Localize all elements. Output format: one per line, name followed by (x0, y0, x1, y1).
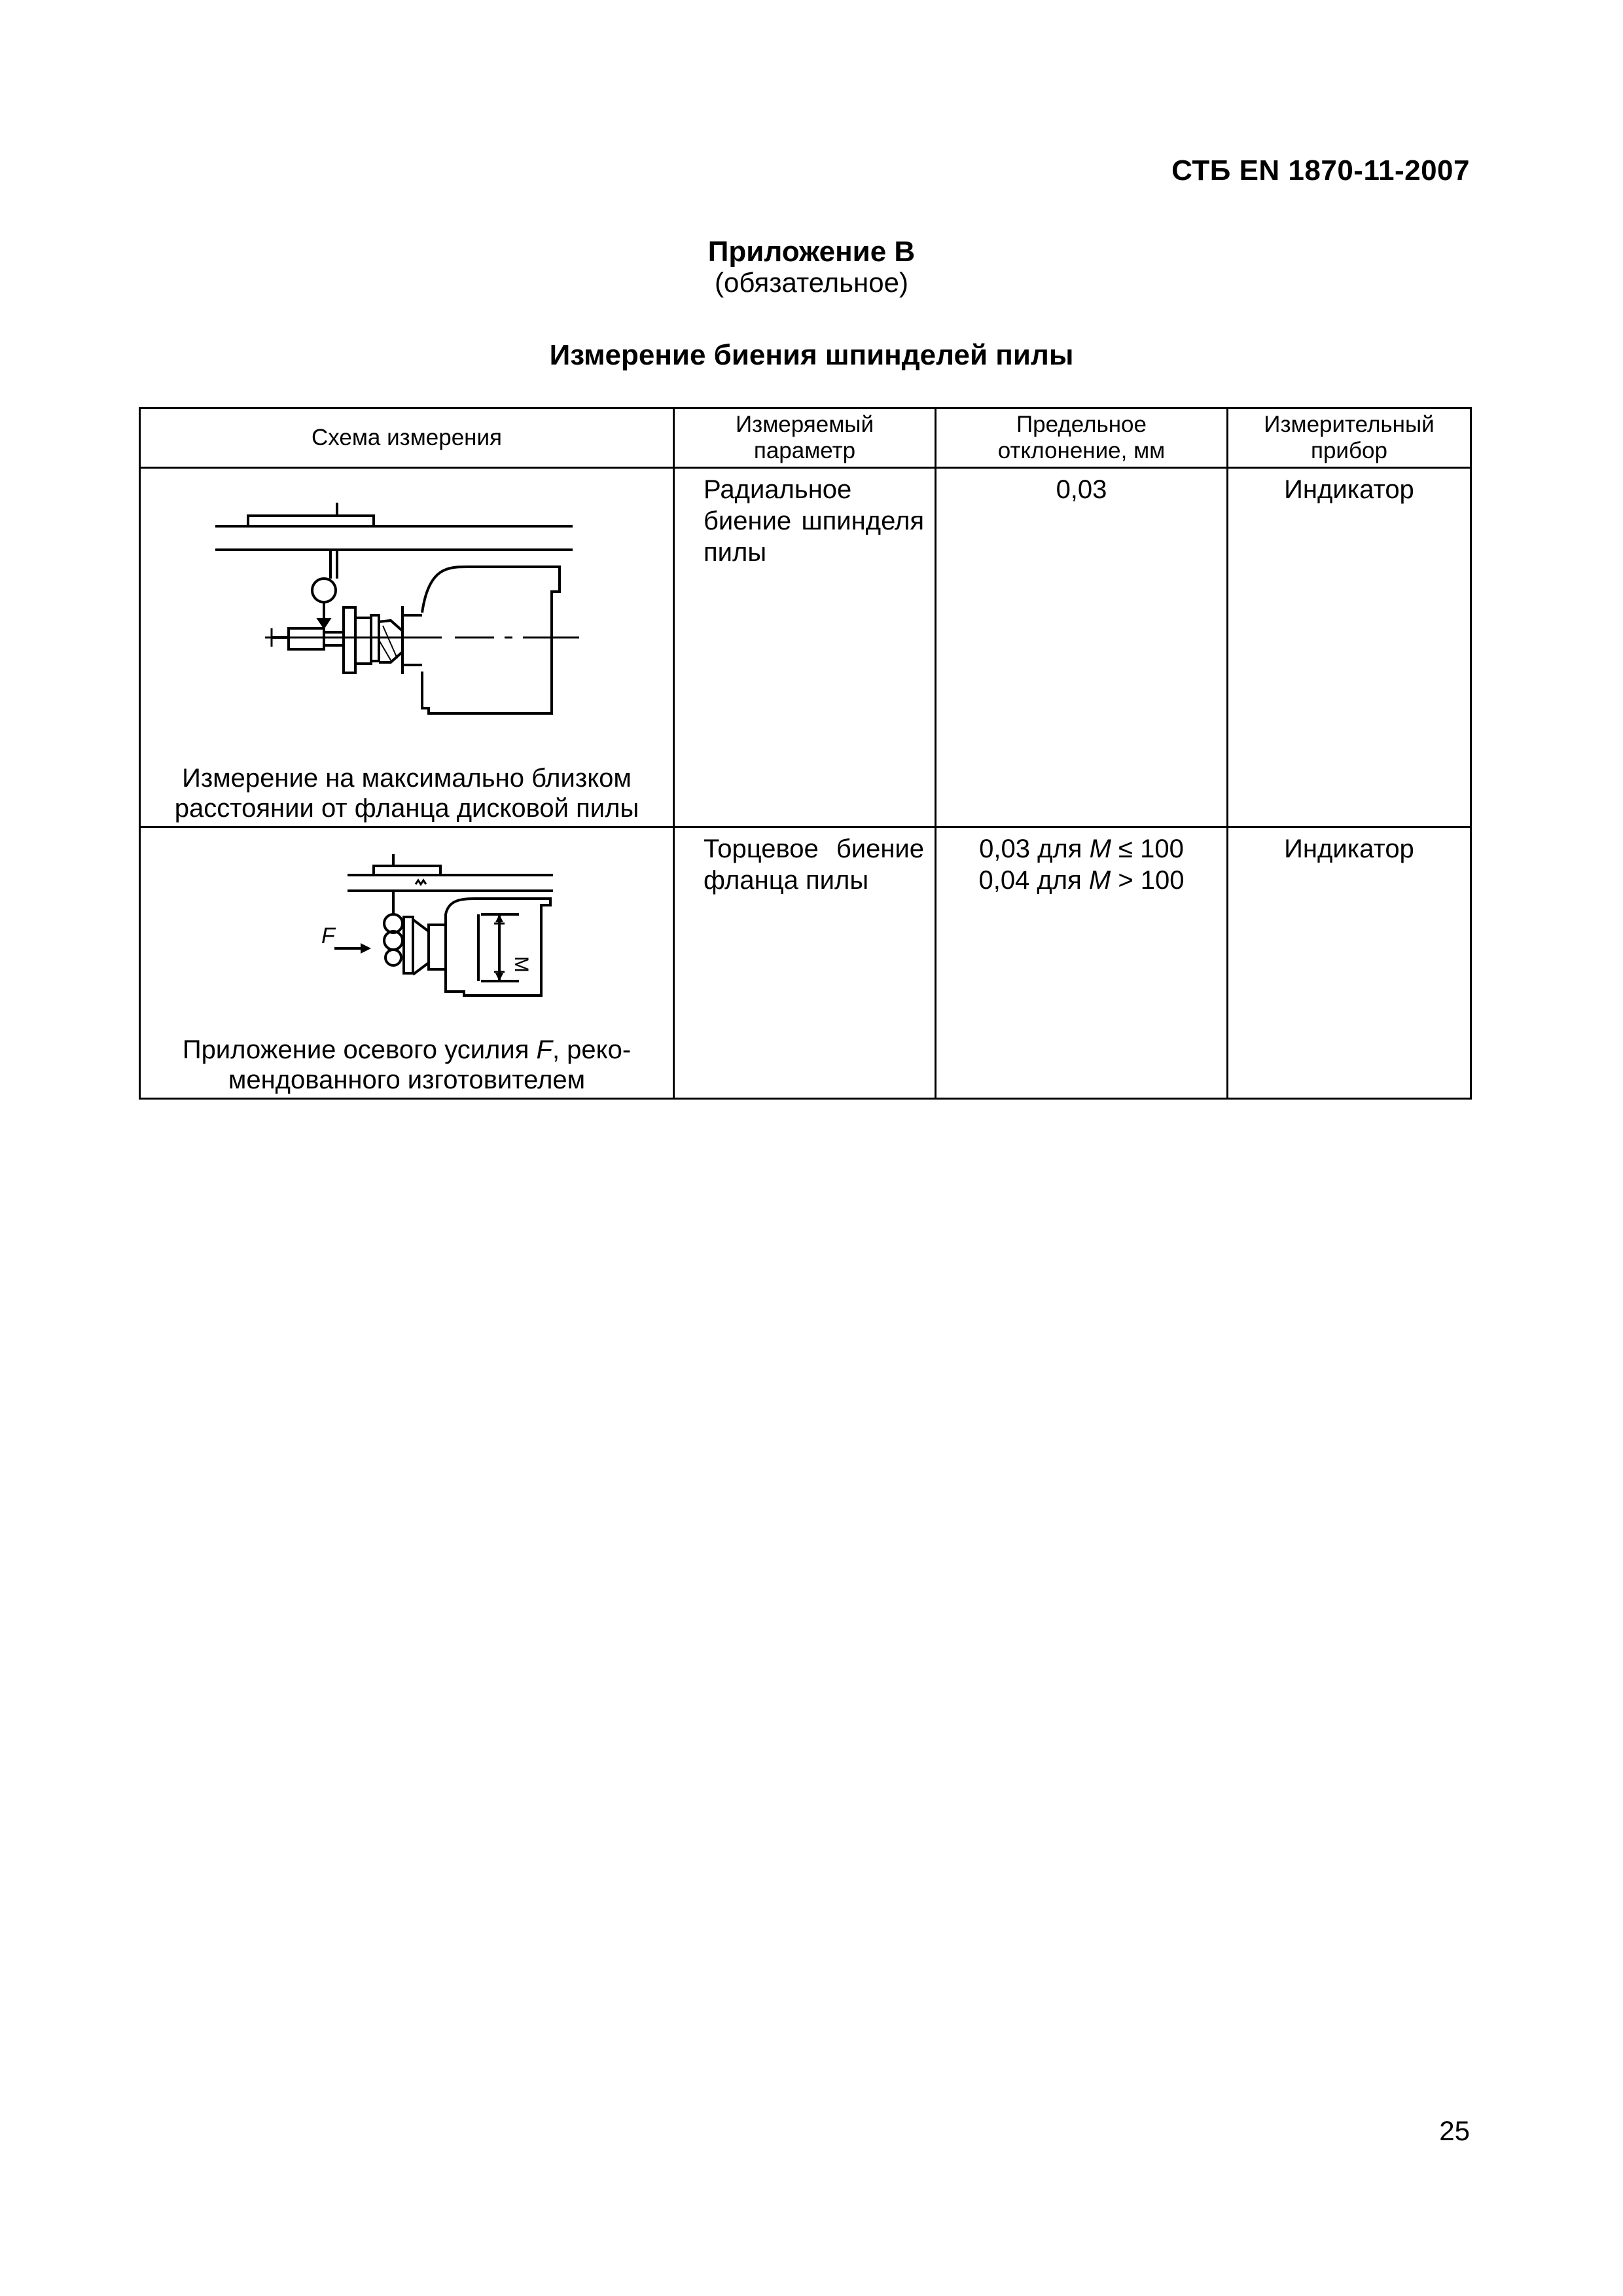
deviation-cell-axial: 0,03 для M ≤ 100 0,04 для M > 100 (936, 827, 1228, 1099)
section-title: Измерение биения шпинделей пилы (549, 339, 1074, 371)
scheme-caption-radial: Измерение на максимально близком расстоянии от фланца дисковой пилы (174, 764, 639, 823)
header-parameter: Измеряемый параметр (674, 408, 936, 468)
table-header-row (140, 408, 1471, 468)
header-deviation: Предельное отклонение, мм (936, 408, 1228, 468)
instrument-cell-axial: Индикатор (1228, 827, 1471, 1099)
deviation-cell-radial: 0,03 (936, 468, 1228, 827)
force-label: F (321, 924, 335, 948)
parameter-cell-radial: Радиальное биение шпинделя пилы (674, 468, 936, 827)
table-row (140, 827, 1471, 1099)
header-instrument: Измерительный прибор (1228, 408, 1471, 468)
axial-runout-diagram (141, 828, 675, 1024)
annex-title: Приложение B (707, 236, 916, 268)
dimension-label: M (510, 956, 532, 973)
document-code: СТБ EN 1870-11-2007 (1171, 154, 1470, 187)
scheme-cell-radial (140, 468, 674, 827)
page-number: 25 (1439, 2115, 1470, 2146)
instrument-cell-radial: Индикатор (1228, 468, 1471, 827)
annex-status: (обязательное) (715, 267, 908, 298)
table-row (140, 468, 1471, 827)
parameter-cell-axial: Торцевое биение фланца пилы (674, 827, 936, 1099)
header-scheme: Схема измерения (140, 408, 674, 468)
radial-runout-diagram (141, 469, 675, 757)
scheme-caption-axial: Приложение осевого усилия F, реко- мендованного изготовителем (182, 1035, 632, 1094)
measurement-table (139, 407, 1472, 1100)
scheme-cell-axial (140, 827, 674, 1099)
